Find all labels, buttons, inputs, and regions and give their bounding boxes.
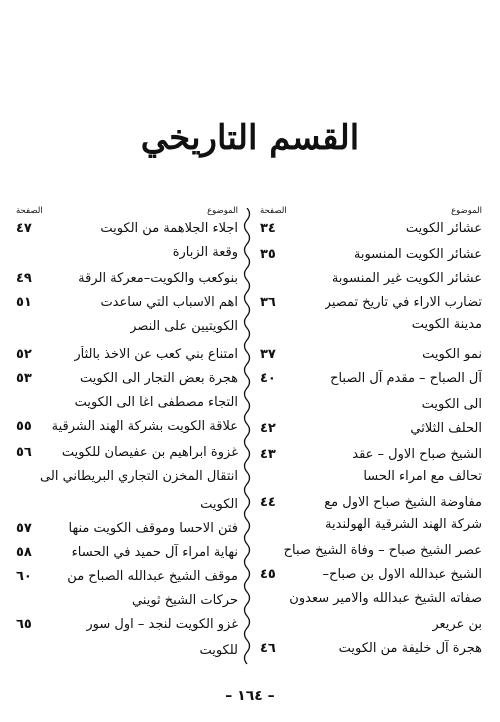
- toc-entry: التجاء مصطفى اغا الى الكويت: [74, 395, 238, 410]
- toc-entry: غزو الكويت لنجد – اول سور ٦٥: [16, 617, 238, 632]
- toc-entry: موقف الشيخ عبدالله الصباح من ٦٠: [16, 569, 238, 584]
- toc-entry: الشيخ صباح الاول – عقد ٤٣: [260, 447, 482, 462]
- toc-entry: بن عريعر: [432, 617, 482, 632]
- toc-entry: نمو الكويت ٣٧: [260, 347, 482, 362]
- toc-column-right: [260, 206, 482, 656]
- header-topic: الموضوع: [207, 206, 238, 216]
- toc-entry: عشائر الكويت المنسوبة ٣٥: [260, 247, 482, 262]
- toc-entry: عصر الشيخ صباح – وفاة الشيخ صباح: [283, 543, 482, 558]
- toc-entry: صفاته الشيخ عبدالله والامير سعدون: [289, 591, 482, 606]
- toc-column-left: [16, 206, 238, 658]
- toc-entry: بنوكعب والكويت–معركة الرقة ٤٩: [16, 271, 238, 286]
- toc-entry: انتقال المخزن التجاري البريطاني الى: [40, 469, 238, 484]
- toc-entry: حركات الشيخ ثويني: [131, 593, 238, 608]
- toc-entry: اجلاء الجلاهمة من الكويت ٤٧: [16, 221, 238, 236]
- toc-entry: مدينة الكويت: [411, 317, 482, 332]
- toc-entry: هجرة بعض التجار الى الكويت ٥٣: [16, 371, 238, 386]
- header-page: الصفحة: [260, 206, 287, 216]
- toc-entry: عشائر الكويت ٣٤: [260, 221, 482, 236]
- toc-entry: اهم الاسباب التي ساعدت ٥١: [16, 295, 238, 310]
- toc-entry: للكويت: [199, 643, 238, 658]
- section-title: القسم التاريخي: [140, 118, 360, 158]
- toc-entry: هجرة آل خليفة من الكويت ٤٦: [260, 641, 482, 656]
- toc-entry: الكويت: [200, 497, 238, 512]
- header-page: الصفحة: [16, 206, 43, 216]
- toc-entry: الكويتيين على النصر: [130, 319, 238, 334]
- toc-entry: تحالف مع امراء الحسا: [363, 469, 482, 484]
- toc-entry: غزوة ابراهيم بن عفيصان للكويت ٥٦: [16, 445, 238, 460]
- toc-entry: مفاوضة الشيخ صباح الاول مع ٤٤: [260, 495, 482, 510]
- toc-entry: الشيخ عبدالله الاول بن صباح– ٤٥: [260, 567, 482, 582]
- toc-entry: شركة الهند الشرقية الهولندية: [325, 517, 482, 532]
- column-divider: [240, 208, 254, 666]
- toc-entry: علاقة الكويت بشركة الهند الشرقية ٥٥: [16, 419, 238, 434]
- column-header: [16, 206, 238, 216]
- toc-entry: آل الصباح – مقدم آل الصباح ٤٠: [260, 371, 482, 386]
- toc-entry: نهاية امراء آل حميد في الحساء ٥٨: [16, 545, 238, 560]
- column-header: [260, 206, 482, 216]
- page-number: – ١٦٤ –: [225, 688, 275, 704]
- toc-entry: عشائر الكويت غير المنسوبة: [331, 271, 482, 286]
- toc-entry: وقعة الزبارة: [172, 245, 238, 260]
- toc-entry: تضارب الاراء في تاريخ تمصير ٣٦: [260, 295, 482, 310]
- header-topic: الموضوع: [451, 206, 482, 216]
- toc-entry: امتناع بني كعب عن الاخذ بالثأر ٥٢: [16, 347, 238, 362]
- toc-entry: فتن الاحسا وموقف الكويت منها ٥٧: [16, 521, 238, 536]
- toc-entry: الى الكويت: [421, 397, 482, 412]
- toc-entry: الحلف الثلاثي ٤٢: [260, 421, 482, 436]
